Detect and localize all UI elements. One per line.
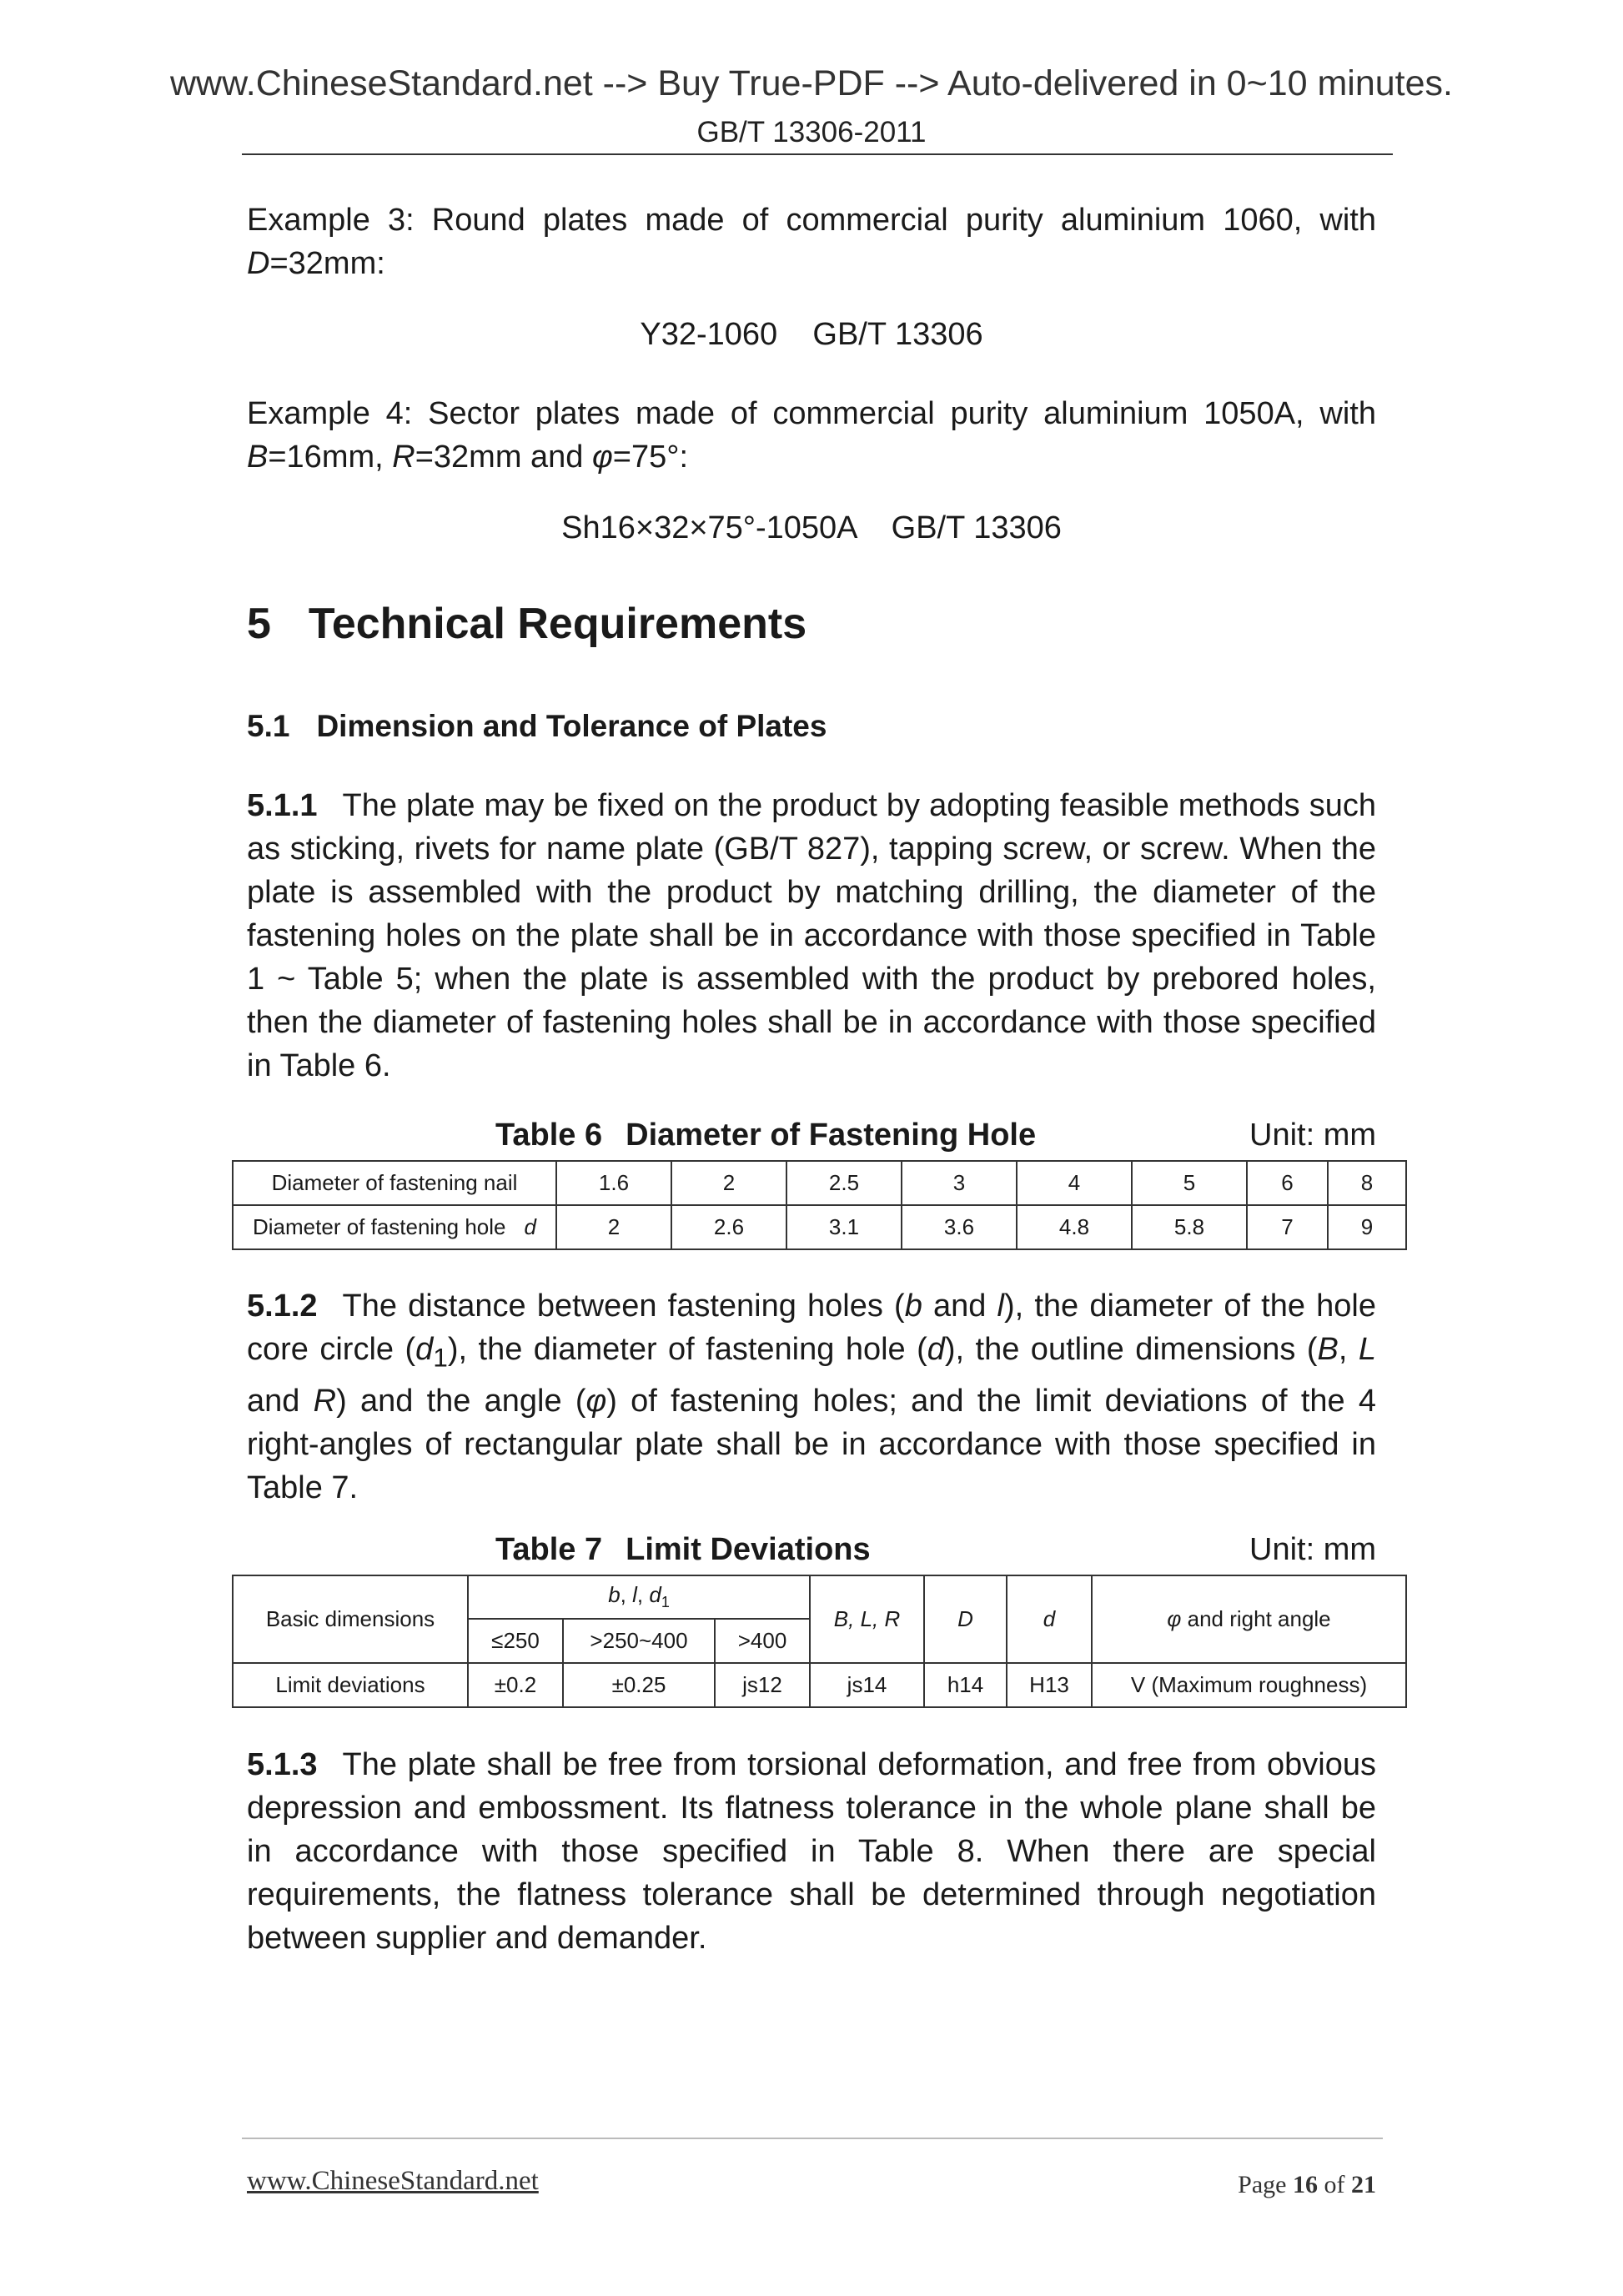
symbol-b: b: [608, 1582, 621, 1608]
clause-5-1-2-seg: and: [247, 1383, 314, 1419]
table-cell: 2.6: [671, 1205, 786, 1249]
section-5-1-title: Dimension and Tolerance of Plates: [316, 709, 827, 743]
clause-5-1-2-seg: ), the diameter of the hole core circle (: [247, 1289, 1376, 1367]
example-3-line2: [247, 242, 1376, 285]
symbol-L: L: [1358, 1332, 1377, 1367]
example-3-designation: Y32-1060 GB/T 13306: [640, 317, 983, 352]
subscript-1: 1: [433, 1342, 448, 1373]
section-5-number: 5: [247, 600, 271, 648]
table-7-title: Limit Deviations: [626, 1532, 871, 1567]
table-6-unit: Unit: mm: [1249, 1118, 1376, 1153]
symbol-D: D: [247, 246, 270, 281]
symbol-d: d: [524, 1214, 536, 1239]
table-cell: 4.8: [1017, 1205, 1132, 1249]
clause-5-1-1: [247, 784, 1376, 1088]
example-4-seg2: =32mm and: [415, 440, 592, 475]
footer-divider: [242, 2138, 1383, 2139]
symbol-phi: φ: [592, 440, 613, 475]
example-4-text: [247, 392, 1376, 479]
table-cell: 6: [1247, 1161, 1328, 1205]
table-7-basic-label: Basic dimensions: [233, 1575, 468, 1663]
symbol-R: R: [313, 1383, 337, 1419]
table-cell: 2: [556, 1205, 671, 1249]
example-3-text: [247, 198, 1376, 285]
table-cell: ±0.25: [563, 1663, 715, 1707]
table-cell: 3.1: [786, 1205, 902, 1249]
page-prefix: Page: [1238, 2171, 1293, 2198]
symbol-R: R: [392, 440, 415, 475]
table-cell: 9: [1328, 1205, 1406, 1249]
table-cell: 7: [1247, 1205, 1328, 1249]
table-row: [233, 1161, 1406, 1205]
clause-5-1-2: [247, 1284, 1376, 1510]
page-number: [1238, 2171, 1376, 2199]
clause-5-1-2-seg: ,: [1338, 1332, 1359, 1367]
section-5-1-number: 5.1: [247, 709, 290, 743]
current-page: 16: [1293, 2171, 1318, 2198]
col-phi-label: and right angle: [1181, 1606, 1331, 1631]
table-7-col-D: D: [924, 1575, 1007, 1663]
clause-5-1-1-text: The plate may be fixed on the product by adopting feasible methods such as sticking, rivets for name plate (GB/T 827), tapping screw, or screw. When the plate is assembled with the product by matching drilling, the diameter of the fastening holes on the plate shall be in accordance with those specified in Table 1 ~ Table 5; when the plate is assembled with the product by prebored holes, then the diameter of fastening holes shall be in accordance with those specified in Table 6.: [247, 788, 1376, 1083]
symbol-B: B: [247, 440, 269, 475]
table-cell: ±0.2: [468, 1663, 563, 1707]
table-7: [232, 1575, 1407, 1708]
table-cell: ≤250: [468, 1619, 563, 1663]
table-7-unit: Unit: mm: [1249, 1532, 1376, 1567]
table-7-caption: [495, 1532, 871, 1568]
table-7-col-BLR: B, L, R: [810, 1575, 924, 1663]
table-6-caption: [495, 1118, 1036, 1153]
subscript-1: 1: [661, 1594, 670, 1611]
section-5-heading: [247, 599, 806, 649]
table-row: [233, 1575, 1406, 1619]
symbol-d: d: [927, 1332, 945, 1367]
table-7-number: Table 7: [495, 1532, 603, 1567]
table-cell: 3.6: [902, 1205, 1017, 1249]
table-6-number: Table 6: [495, 1118, 603, 1153]
section-5-title: Technical Requirements: [308, 600, 807, 648]
table-cell: 2: [671, 1161, 786, 1205]
example-3-line1: Example 3: Round plates made of commercial purity aluminium 1060, with: [247, 203, 1376, 238]
example-4-line1: Example 4: Sector plates made of commercial purity aluminium 1050A, with: [247, 396, 1376, 431]
clause-5-1-2-seg: ) and the angle (: [336, 1383, 586, 1419]
table-cell: h14: [924, 1663, 1007, 1707]
clause-5-1-2-seg: The distance between fastening holes (: [342, 1289, 905, 1324]
separator: ,: [620, 1582, 633, 1608]
table-cell: 3: [902, 1161, 1017, 1205]
table-6-hole-label: [233, 1205, 556, 1249]
clause-5-1-1-number: 5.1.1: [247, 788, 318, 823]
hole-label-text: Diameter of fastening hole: [253, 1214, 506, 1239]
table-cell: 4: [1017, 1161, 1132, 1205]
table-cell: >250~400: [563, 1619, 715, 1663]
clause-5-1-3-number: 5.1.3: [247, 1747, 318, 1782]
table-6-title: Diameter of Fastening Hole: [626, 1118, 1037, 1153]
table-cell: >400: [715, 1619, 810, 1663]
symbol-d1: d: [649, 1582, 661, 1608]
table-6-nail-label: Diameter of fastening nail: [233, 1161, 556, 1205]
table-cell: 5.8: [1132, 1205, 1247, 1249]
example-4-seg3: =75°:: [612, 440, 689, 475]
footer-site-link[interactable]: www.ChineseStandard.net: [247, 2166, 539, 2196]
clause-5-1-2-seg: ), the diameter of fastening hole (: [447, 1332, 927, 1367]
table-cell: js14: [810, 1663, 924, 1707]
table-row: [233, 1663, 1406, 1707]
table-7-group-header: [468, 1575, 810, 1619]
table-cell: H13: [1007, 1663, 1092, 1707]
clause-5-1-2-seg: and: [922, 1289, 997, 1324]
example-4-seg1: =16mm,: [268, 440, 393, 475]
table-cell: 1.6: [556, 1161, 671, 1205]
table-7-limit-label: Limit deviations: [233, 1663, 468, 1707]
page-of: of: [1318, 2171, 1351, 2198]
symbol-l: l: [632, 1582, 637, 1608]
clause-5-1-3: [247, 1743, 1376, 1960]
top-banner: www.ChineseStandard.net --> Buy True-PDF --> Auto-delivered in 0~10 minutes.: [169, 63, 1453, 103]
example-3-value: =32mm:: [269, 246, 385, 281]
table-cell: 2.5: [786, 1161, 902, 1205]
symbol-phi: φ: [585, 1383, 607, 1419]
table-row: [233, 1205, 1406, 1249]
header-divider: [242, 153, 1393, 155]
section-5-1-heading: [247, 709, 827, 744]
separator: ,: [636, 1582, 650, 1608]
table-cell: 8: [1328, 1161, 1406, 1205]
symbol-l: l: [997, 1289, 1004, 1324]
table-cell: V (Maximum roughness): [1092, 1663, 1406, 1707]
table-6: [232, 1160, 1407, 1250]
symbol-B: B: [1317, 1332, 1339, 1367]
clause-5-1-3-text: The plate shall be free from torsional deformation, and free from obvious depression and embossment. Its flatness tolerance in the whole plane shall be in accordance with those specified in Table 8. When there are special requirements, the flatness tolerance shall be determined through negotiation between supplier and demander.: [247, 1747, 1376, 1956]
table-cell: js12: [715, 1663, 810, 1707]
symbol-d1: d: [415, 1332, 434, 1367]
table-7-col-d: d: [1007, 1575, 1092, 1663]
symbol-phi: φ: [1167, 1606, 1182, 1631]
total-pages: 21: [1351, 2171, 1376, 2198]
example-4-line2: [247, 435, 1376, 479]
standard-number: GB/T 13306-2011: [696, 116, 927, 148]
example-4-designation: Sh16×32×75°-1050A GB/T 13306: [561, 510, 1062, 545]
clause-5-1-2-seg: ), the outline dimensions (: [944, 1332, 1318, 1367]
symbol-b: b: [904, 1289, 922, 1324]
clause-5-1-2-number: 5.1.2: [247, 1289, 318, 1324]
table-7-col-phi: [1092, 1575, 1406, 1663]
table-cell: 5: [1132, 1161, 1247, 1205]
clause-5-1-2-seg: ) of fastening holes; and the limit deviations of the 4 right-angles of rectangular plate shall be in accordance with those specified in Table 7.: [247, 1383, 1376, 1505]
